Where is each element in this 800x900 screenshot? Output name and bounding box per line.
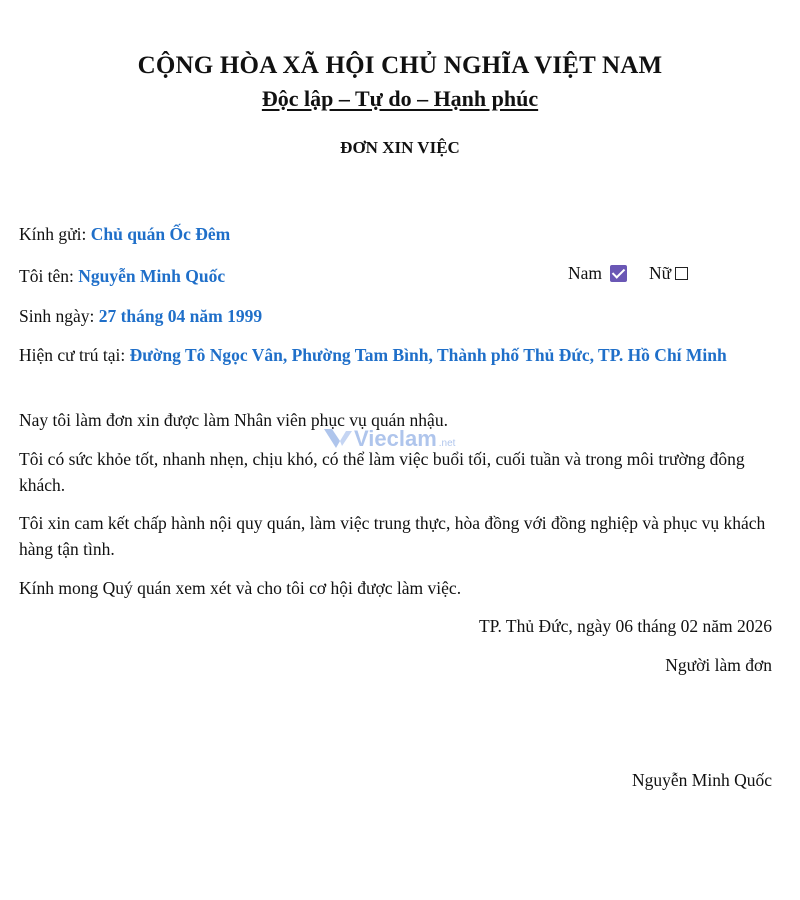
paragraph-commitment: Tôi xin cam kết chấp hành nội quy quán, làm việc trung thực, hòa đồng với đồng nghiệp và phục vụ khách hàng tận tình.	[19, 513, 766, 559]
signer-label: Người làm đơn	[665, 655, 772, 675]
gender-selector	[568, 263, 688, 284]
gender-female-checkbox[interactable]	[675, 267, 688, 280]
dob-line	[19, 303, 779, 329]
name-value: Nguyễn Minh Quốc	[78, 266, 226, 286]
gender-female-label: Nữ	[649, 263, 672, 283]
document-title: ĐƠN XIN VIỆC	[340, 138, 460, 157]
motto-heading	[0, 86, 800, 112]
gender-male-label: Nam	[568, 263, 603, 283]
watermark-suffix: .net	[438, 437, 456, 449]
name-line	[19, 263, 539, 289]
paragraph-request: Nay tôi làm đơn xin được làm Nhân viên phục vụ quán nhậu.	[19, 410, 448, 430]
place-date: TP. Thủ Đức, ngày 06 tháng 02 năm 2026	[478, 616, 772, 636]
paragraph-closing: Kính mong Quý quán xem xét và cho tôi cơ hội được làm việc.	[19, 578, 462, 598]
address-value: Đường Tô Ngọc Vân, Phường Tam Bình, Thành phố Thủ Đức, TP. Hồ Chí Minh	[129, 345, 727, 365]
watermark-brand: Vieclam	[354, 426, 437, 451]
name-label: Tôi tên:	[19, 266, 79, 286]
recipient-value: Chủ quán Ốc Đêm	[90, 224, 231, 244]
recipient-label: Kính gửi:	[19, 224, 91, 244]
address-label: Hiện cư trú tại:	[19, 345, 130, 365]
nation-heading: CỘNG HÒA XÃ HỘI CHỦ NGHĨA VIỆT NAM	[137, 52, 663, 79]
dob-label: Sinh ngày:	[19, 306, 99, 326]
gender-male-checkbox[interactable]	[610, 265, 627, 282]
motto-text: Độc lập – Tự do – Hạnh phúc	[261, 86, 539, 111]
paragraph-qualities: Tôi có sức khỏe tốt, nhanh nhẹn, chịu khó, có thể làm việc buổi tối, cuối tuần và trong môi trường đông khách.	[19, 449, 745, 495]
dob-value: 27 tháng 04 năm 1999	[98, 306, 263, 326]
address-line	[19, 342, 759, 368]
recipient-line	[19, 221, 779, 247]
signer-name: Nguyễn Minh Quốc	[632, 770, 772, 790]
